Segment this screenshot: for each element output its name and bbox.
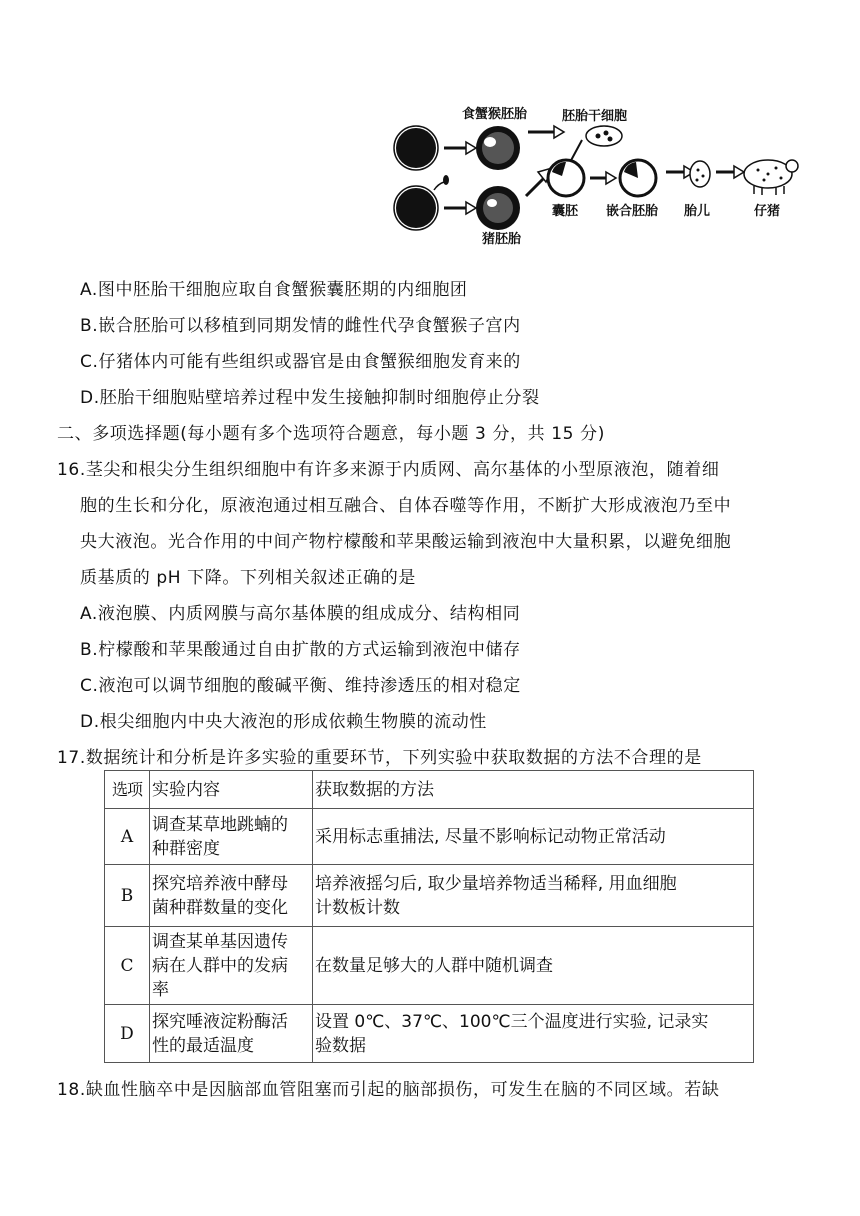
content-line: 调查某单基因遗传 xyxy=(152,931,288,952)
table-row xyxy=(105,927,754,1005)
method-line: 计数板计数 xyxy=(315,897,400,918)
content-line: 探究培养液中酵母 xyxy=(152,873,288,894)
table-row xyxy=(105,809,754,865)
q15-option-a: A.图中胚胎干细胞应取自食蟹猴囊胚期的内细胞团 xyxy=(80,280,468,300)
row-option: A xyxy=(105,809,150,865)
row-content xyxy=(150,809,313,865)
content-line: 调查某草地跳蝻的 xyxy=(152,814,288,835)
row-method xyxy=(313,809,754,865)
q17-stem: 17.数据统计和分析是许多实验的重要环节，下列实验中获取数据的方法不合理的是 xyxy=(57,748,702,768)
row-option: B xyxy=(105,865,150,927)
label-stem-cells: 胚胎干细胞 xyxy=(562,109,628,124)
content-line: 率 xyxy=(152,979,169,1000)
content-line: 种群密度 xyxy=(152,838,220,859)
q15-option-d: D.胚胎干细胞贴壁培养过程中发生接触抑制时细胞停止分裂 xyxy=(80,388,540,408)
method-line: 采用标志重捕法, 尽量不影响标记动物正常活动 xyxy=(315,826,666,847)
q16-option-a: A.液泡膜、内质网膜与高尔基体膜的组成成分、结构相同 xyxy=(80,604,521,624)
method-line: 在数量足够大的人群中随机调查 xyxy=(315,955,553,976)
q18-stem: 18.缺血性脑卒中是因脑部血管阻塞而引起的脑部损伤，可发生在脑的不同区域。若缺 xyxy=(57,1080,720,1100)
label-chimeric-embryo: 嵌合胚胎 xyxy=(606,204,659,219)
row-content xyxy=(150,1005,313,1063)
q15-option-b: B.嵌合胚胎可以移植到同期发情的雌性代孕食蟹猴子宫内 xyxy=(80,316,521,336)
q16-stem-line-3: 央大液泡。光合作用的中间产物柠檬酸和苹果酸运输到液泡中大量积累，以避免细胞 xyxy=(80,532,732,552)
header-content: 实验内容 xyxy=(150,771,313,809)
content-line: 病在人群中的发病 xyxy=(152,955,288,976)
q17-data-table xyxy=(104,770,754,1063)
method-line: 验数据 xyxy=(315,1035,366,1056)
q16-stem-line-2: 胞的生长和分化，原液泡通过相互融合、自体吞噬等作用，不断扩大形成液泡乃至中 xyxy=(80,496,732,516)
table-header-row xyxy=(105,771,754,809)
header-option: 选项 xyxy=(105,771,150,809)
q15-option-c: C.仔猪体内可能有些组织或器官是由食蟹猴细胞发育来的 xyxy=(80,352,521,372)
row-method xyxy=(313,1005,754,1063)
q16-stem-line-1: 16.茎尖和根尖分生组织细胞中有许多来源于内质网、高尔基体的小型原液泡，随着细 xyxy=(57,460,720,480)
header-method: 获取数据的方法 xyxy=(313,771,754,809)
section2-title: 二、多项选择题(每小题有多个选项符合题意，每小题 3 分，共 15 分) xyxy=(57,424,605,444)
embryo-chimera-figure xyxy=(386,100,806,250)
table-row xyxy=(105,865,754,927)
row-option: D xyxy=(105,1005,150,1063)
q16-option-b: B.柠檬酸和苹果酸通过自由扩散的方式运输到液泡中储存 xyxy=(80,640,521,660)
row-content xyxy=(150,865,313,927)
row-option: C xyxy=(105,927,150,1005)
label-piglet: 仔猪 xyxy=(754,204,781,219)
content-line: 探究唾液淀粉酶活 xyxy=(152,1011,288,1032)
label-blastocyst: 囊胚 xyxy=(552,204,579,219)
q16-option-c: C.液泡可以调节细胞的酸碱平衡、维持渗透压的相对稳定 xyxy=(80,676,521,696)
content-line: 菌种群数量的变化 xyxy=(152,897,288,918)
method-line: 设置 0℃、37℃、100℃三个温度进行实验, 记录实 xyxy=(315,1011,709,1032)
table-row xyxy=(105,1005,754,1063)
content-line: 性的最适温度 xyxy=(152,1035,254,1056)
row-method xyxy=(313,865,754,927)
label-monkey-embryo: 食蟹猴胚胎 xyxy=(462,107,528,122)
label-fetus: 胎儿 xyxy=(684,204,711,219)
row-method xyxy=(313,927,754,1005)
q16-stem-line-4: 质基质的 pH 下降。下列相关叙述正确的是 xyxy=(80,568,416,588)
label-pig-embryo: 猪胚胎 xyxy=(482,232,522,247)
method-line: 培养液摇匀后, 取少量培养物适当稀释, 用血细胞 xyxy=(315,873,677,894)
row-content xyxy=(150,927,313,1005)
q16-option-d: D.根尖细胞内中央大液泡的形成依赖生物膜的流动性 xyxy=(80,712,487,732)
